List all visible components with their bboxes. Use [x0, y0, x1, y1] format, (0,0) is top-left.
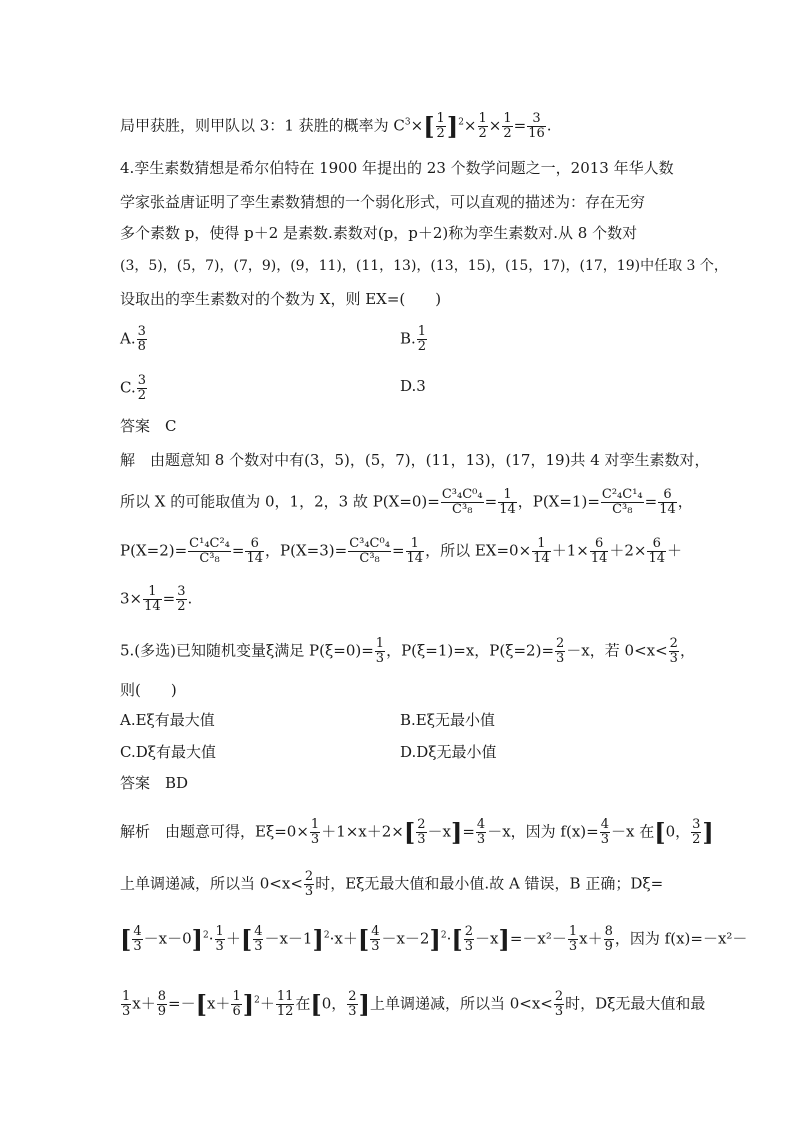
fraction: $\frac{3}{16}$: [528, 111, 545, 141]
solution-5-line-4: $\frac{1}{3}$ x＋ $\frac{8}{9}$ =－[x＋ $\frac{1}{6}$ ]$^2$＋ $\frac{11}{12}$ 在[0， $\frac{2}{3}$ ]上单调递减，所以当 0<x< $\frac{2}{3}$ 时，Dξ无最大值和最: [122, 989, 706, 1019]
solution-5-line-1: 解析 由题意可得，Eξ=0× $\frac{1}{3}$ ＋1×x＋2×[ $\frac{2}{3}$ －x]= $\frac{4}{3}$ －x，因为 f(x)= $\frac{4}{3}$ －x 在[0， $\frac{3}{2}$ ]: [120, 817, 714, 847]
q5-option-c: C.Dξ有最大值: [120, 743, 216, 761]
q5-option-a: A.Eξ有最大值: [120, 711, 215, 729]
fraction: $\frac{1}{2}$: [503, 111, 512, 141]
solution-4-line-1: 解 由题意知 8 个数对中有(3，5)，(5，7)，(11，13)，(17，19)共 4 对孪生素数对，: [120, 451, 710, 469]
solution-4-line-2: 所以 X 的可能取值为 0，1，2，3 故 P(X=0)= $\frac{\text{C³₄C⁰₄}}{\text{C³₈}}$ = $\frac{1}{14}$ ，P(X=1)= $\frac{\text{C²₄C¹₄}}{\text{C³₈}}$ = $\frac{6}{14}$ ，: [120, 487, 693, 517]
text: ×: [410, 116, 424, 135]
q5-option-d: D.Dξ无最小值: [400, 743, 497, 761]
question-5-line-2: 则( ): [120, 681, 177, 699]
fraction: $\frac{1}{2}$: [478, 111, 487, 141]
q5-option-b: B.Eξ无最小值: [400, 711, 496, 729]
answer-5: 答案 BD: [120, 774, 189, 792]
text: 局甲获胜，则甲队以 3：1 获胜的概率为 C: [120, 116, 405, 135]
solution-4-line-4: 3× $\frac{1}{14}$ = $\frac{3}{2}$ .: [120, 584, 193, 614]
question-5-line-1: 5.(多选)已知随机变量ξ满足 P(ξ=0)= $\frac{1}{3}$ ，P(ξ=1)=x，P(ξ=2)= $\frac{2}{3}$ －x，若 0<x< $\frac{2}{3}$ ，: [120, 636, 695, 666]
question-4-line-3: 多个素数 p，使得 p＋2 是素数.素数对(p，p＋2)称为孪生素数对.从 8 个数对: [120, 224, 638, 242]
question-4-line-2: 学家张益唐证明了孪生素数猜想的一个弱化形式，可以直观的描述为：存在无穷: [120, 193, 646, 211]
solution-4-line-3: P(X=2)= $\frac{\text{C¹₄C²₄}}{\text{C³₈}}$ = $\frac{6}{14}$ ，P(X=3)= $\frac{\text{C³₄C⁰₄}}{\text{C³₈}}$ = $\frac{1}{14}$ ，所以 EX=0× $\frac{1}{14}$ ＋1× $\frac{6}{14}$ ＋2× $\frac{6}{14}$ ＋: [120, 536, 683, 566]
option-c: C. $\frac{3}{2}$: [120, 373, 146, 403]
fraction: $\frac{1}{2}$: [436, 111, 445, 141]
option-b: B. $\frac{1}{2}$: [400, 324, 427, 354]
text: 2: [458, 117, 464, 128]
question-4-line-1: 4.孪生素数猜想是希尔伯特在 1900 年提出的 23 个数学问题之一，2013 年华人数: [120, 159, 674, 177]
solution-5-line-3: [ $\frac{4}{3}$ －x－0]$^2$· $\frac{1}{3}$ ＋[ $\frac{4}{3}$ －x－1]$^2$·x＋[ $\frac{4}{3}$ －x－2]$^2$·[ $\frac{2}{3}$ －x]=－x²－ $\frac{1}{3}$ x＋ $\frac{8}{9}$ ，因为 f(x)=－x²－: [120, 924, 748, 954]
solution-5-line-2: 上单调递减，所以当 0<x< $\frac{2}{3}$ 时，Eξ无最大值和最小值.故 A 错误，B 正确；Dξ=: [120, 869, 664, 899]
line-intro: 局甲获胜，则甲队以 3：1 获胜的概率为 $C^3\times$[ $\frac{1}{2}$ ]$^2$× $\frac{1}{2}$ × $\frac{1}{2}$ = $\frac{3}{16}$ .: [120, 111, 552, 141]
question-4-line-4: (3，5)，(5，7)，(7，9)，(9，11)，(11，13)，(13，15)，(15，17)，(17，19)中任取 3 个，: [120, 258, 728, 274]
text: 3: [404, 117, 411, 128]
question-4-line-5: 设取出的孪生素数对的个数为 X，则 EX=( ): [120, 290, 442, 308]
option-a: A. $\frac{3}{8}$: [120, 324, 146, 354]
option-d: D.3: [400, 377, 426, 395]
answer-4: 答案 C: [120, 417, 177, 435]
